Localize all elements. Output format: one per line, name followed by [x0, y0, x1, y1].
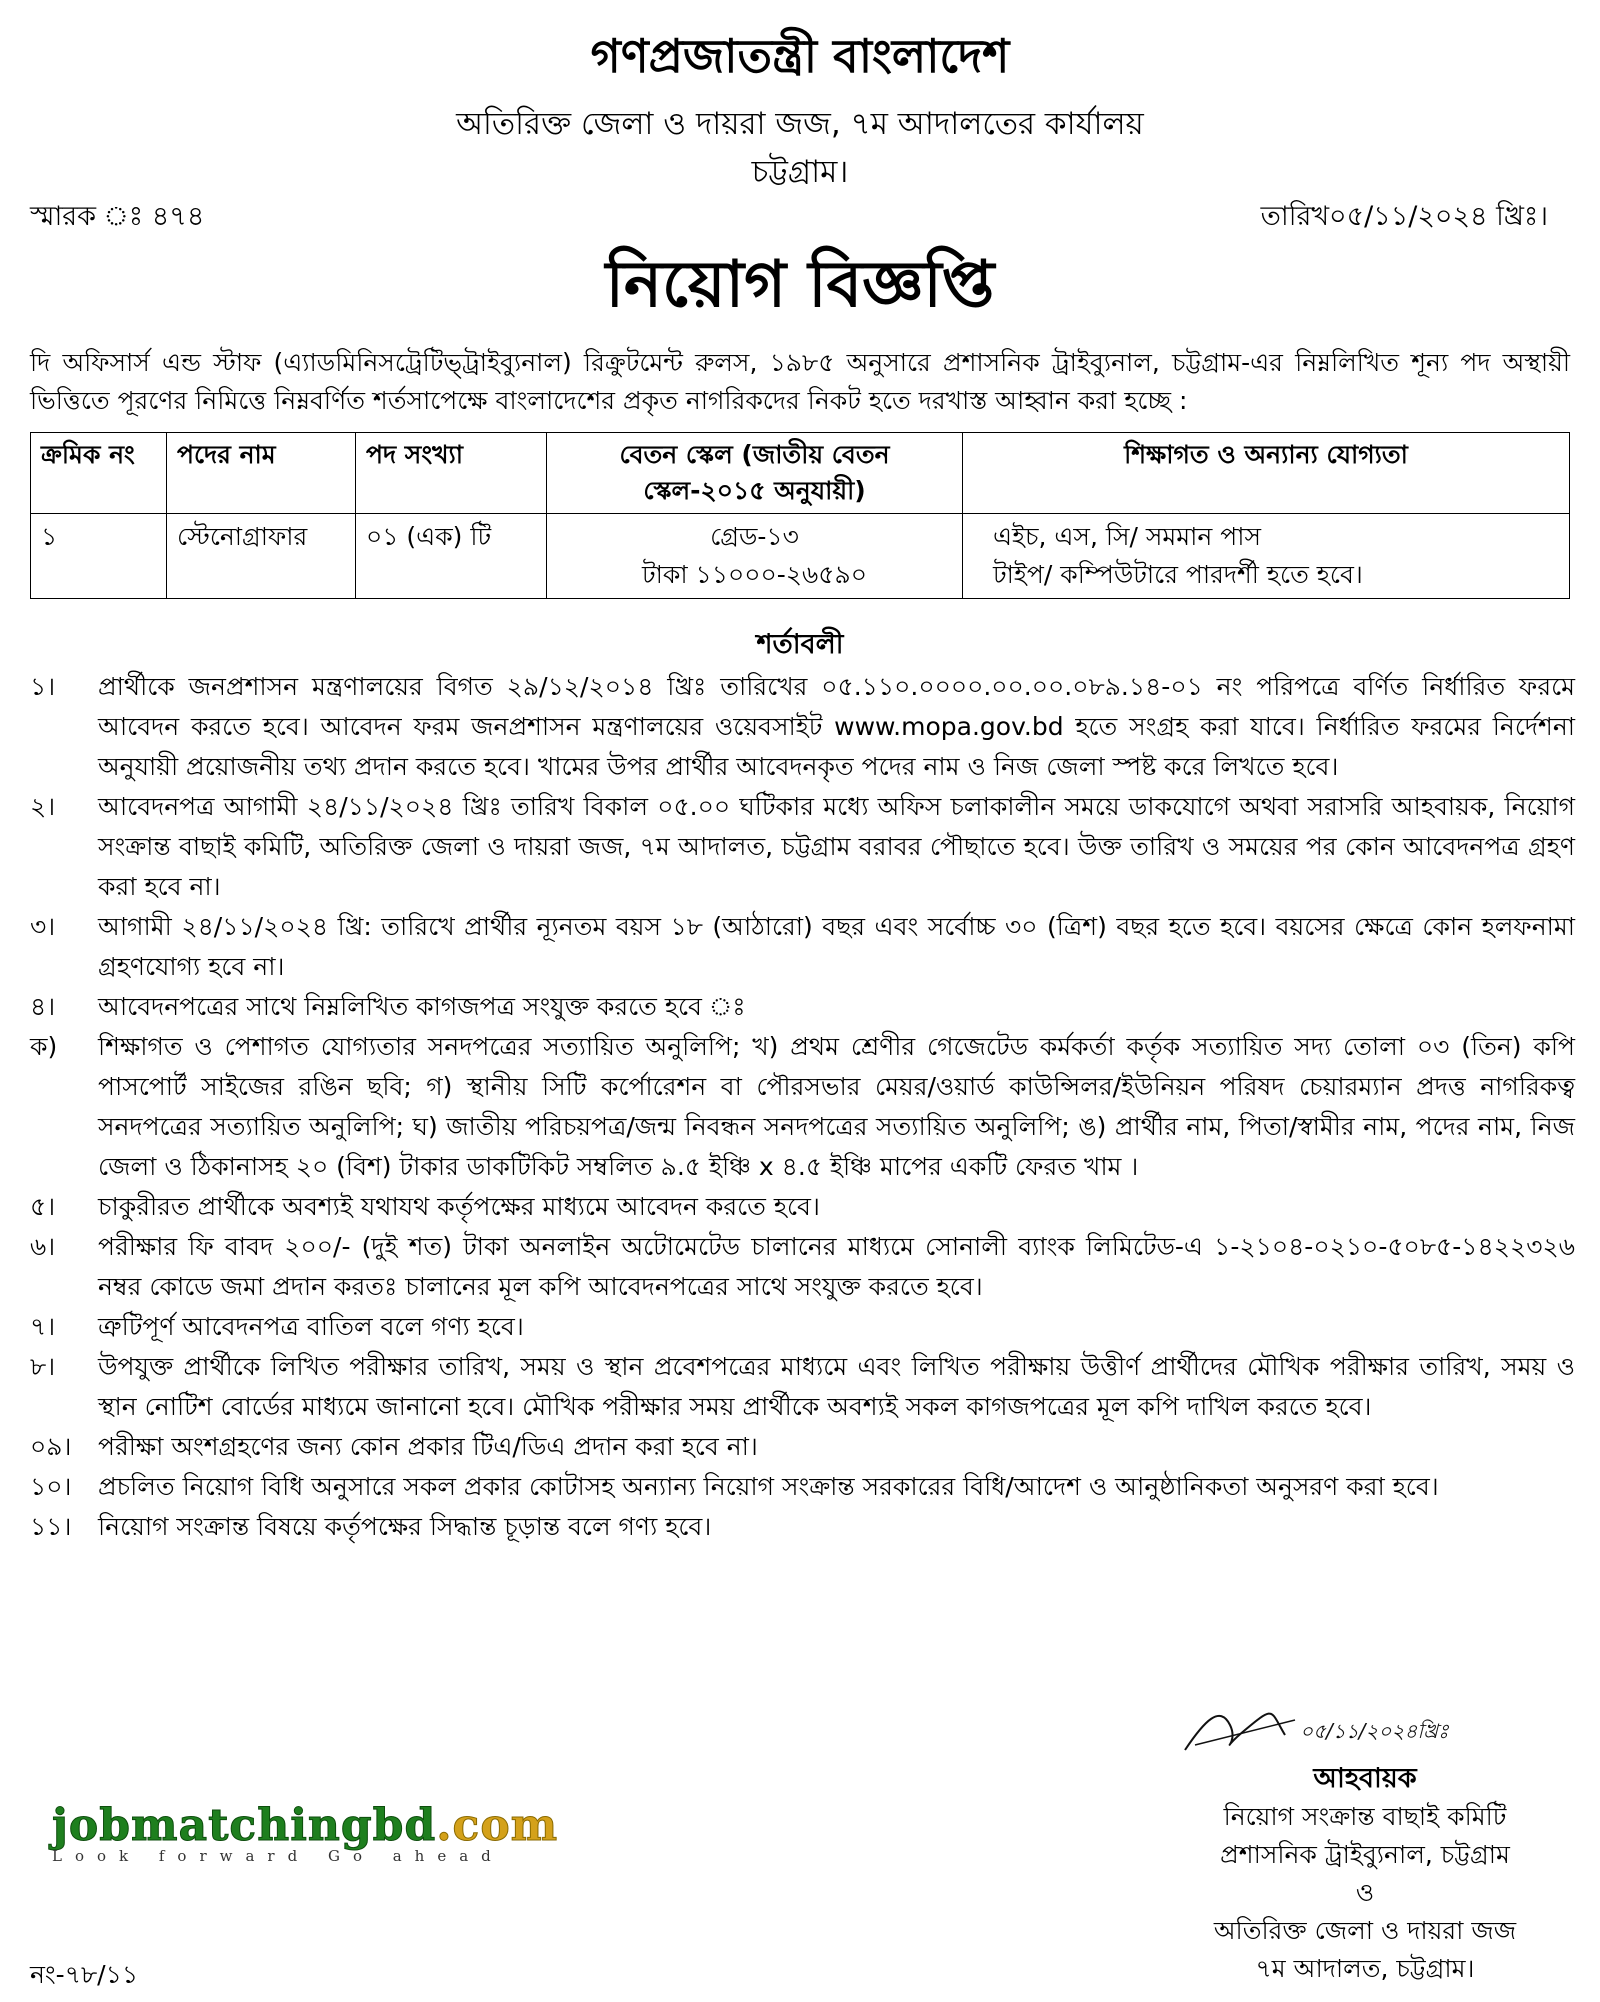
issuer-line-1: নিয়োগ সংক্রান্ত বাছাই কমিটি [1223, 1802, 1507, 1831]
col-post-header: পদের নাম [167, 433, 356, 514]
condition-text: প্রচলিত নিয়োগ বিধি অনুসারে সকল প্রকার কোটাসহ অন্যান্য নিয়োগ সংক্রান্ত সরকারের বিধি/আদেশ ও আনুষ্ঠানিকতা অনুসরণ করা হবে। [98, 1472, 1439, 1501]
cell-count: ০১ (এক) টি [356, 514, 547, 599]
country-title: গণপ্রজাতন্ত্রী বাংলাদেশ [590, 29, 1010, 83]
issuer-line-5: ৭ম আদালত, চট্টগ্রাম। [1255, 1954, 1475, 1983]
issuer-line-3: ও [1355, 1878, 1375, 1907]
condition-item [30, 1427, 1575, 1467]
condition-item [30, 1187, 1575, 1227]
watermark-brand-main: jobmatchingbd [52, 1800, 437, 1851]
notice-headline: নিয়োগ বিজ্ঞপ্তি [605, 248, 995, 322]
condition-item [30, 1507, 1575, 1547]
city-title: চট্টগ্রাম। [751, 154, 849, 190]
cell-qualification-1: এইচ, এস, সি/ সমমান পাস [993, 522, 1262, 551]
condition-text: চাকুরীরত প্রার্থীকে অবশ্যই যথাযথ কর্তৃপক্ষের মাধ্যমে আবেদন করতে হবে। [98, 1192, 820, 1221]
col-count-header: পদ সংখ্যা [356, 433, 547, 514]
watermark-brand [52, 1800, 572, 1851]
issuer-line-2: প্রশাসনিক ট্রাইব্যুনাল, চট্টগ্রাম [1220, 1840, 1510, 1869]
condition-text: শিক্ষাগত ও পেশাগত যোগ্যতার সনদপত্রের সত্যায়িত অনুলিপি; খ) প্রথম শ্রেণীর গেজেটেড কর্মকর্তা কর্তৃক সত্যায়িত সদ্য তোলা ০৩ (তিন) কপি পাসপোর্ট সাইজের রঙিন ছবি; গ) স্থানীয় সিটি কর্পোরেশন বা পৌরসভার মেয়র/ওয়ার্ড কাউন্সিলর/ইউনিয়ন পরিষদ চেয়ারম্যান প্রদত্ত নাগরিকত্ব সনদপত্রের সত্যায়িত অনুলিপি; ঘ) জাতীয় পরিচয়পত্র/জন্ম নিবন্ধন সনদপত্রের সত্যায়িত অনুলিপি; ঙ) প্রার্থীর নাম, পিতা/স্বামীর নাম, পদের নাম, নিজ জেলা ও ঠিকানাসহ ২০ (বিশ) টাকার ডাকটিকিট সম্বলিত ৯.৫ ইঞ্চি x ৪.৫ ইঞ্চি মাপের একটি ফেরত খাম । [98, 1032, 1575, 1181]
cell-grade: গ্রেড-১৩ [710, 522, 799, 551]
watermark-brand-tld: .com [436, 1800, 559, 1851]
cell-qualification [963, 514, 1570, 599]
condition-number: ৩। [30, 912, 56, 941]
condition-text: উপযুক্ত প্রার্থীকে লিখিত পরীক্ষার তারিখ, সময় ও স্থান প্রবেশপত্রের মাধ্যমে এবং লিখিত পরীক্ষায় উত্তীর্ণ প্রার্থীদের মৌখিক পরীক্ষার তারিখ, সময় ও স্থান নোটিশ বোর্ডের মাধ্যমে জানানো হবে। মৌখিক পরীক্ষার সময় প্রার্থীকে অবশ্যই সকল কাগজপত্রের মূল কপি দাখিল করতে হবে। [98, 1352, 1575, 1421]
cell-serial: ১ [31, 514, 167, 599]
condition-number: ১০। [30, 1472, 72, 1501]
conditions-title: শর্তাবলী [756, 629, 844, 660]
condition-number: ৮। [30, 1352, 56, 1381]
table-row [31, 514, 1570, 599]
col-qualification-header: শিক্ষাগত ও অন্যান্য যোগ্যতা [963, 433, 1570, 514]
condition-text: আবেদনপত্র আগামী ২৪/১১/২০২৪ খ্রিঃ তারিখ বিকাল ০৫.০০ ঘটিকার মধ্যে অফিস চলাকালীন সময়ে ডাকযোগে অথবা সরাসরি আহবায়ক, নিয়োগ সংক্রান্ত বাছাই কমিটি, অতিরিক্ত জেলা ও দায়রা জজ, ৭ম আদালত, চট্টগ্রাম বরাবর পৌছাতে হবে। উক্ত তারিখ ও সময়ের পর কোন আবেদনপত্র গ্রহণ করা হবে না। [98, 792, 1575, 901]
condition-text: ত্রুটিপূর্ণ আবেদনপত্র বাতিল বলে গণ্য হবে। [98, 1312, 524, 1341]
condition-text: আবেদনপত্রের সাথে নিম্নলিখিত কাগজপত্র সংযুক্ত করতে হবে ঃ [98, 992, 746, 1021]
condition-text: নিয়োগ সংক্রান্ত বিষয়ে কর্তৃপক্ষের সিদ্ধান্ত চূড়ান্ত বলে গণ্য হবে। [98, 1512, 712, 1541]
issuer-line-4: অতিরিক্ত জেলা ও দায়রা জজ [1213, 1916, 1517, 1945]
col-pay-header: বেতন স্কেল (জাতীয় বেতন স্কেল-২০১৫ অনুযায়ী) [547, 433, 963, 514]
conditions-list [30, 667, 1575, 1547]
condition-number: ১। [30, 672, 56, 701]
cell-pay-range: টাকা ১১০০০-২৬৫৯০ [642, 560, 867, 589]
cell-post: স্টেনোগ্রাফার [167, 514, 356, 599]
intro-paragraph: দি অফিসার্স এন্ড স্টাফ (এ্যাডমিনিসট্রেটিভ্ট্রাইব্যুনাল) রিক্রুটমেন্ট রুলস, ১৯৮৫ অনুসারে প্রশাসনিক ট্রাইব্যুনাল, চট্টগ্রাম-এর নিম্নলিখিত শূন্য পদ অস্থায়ী ভিত্তিতে পূরণের নিমিত্তে নিম্নবর্ণিত শর্তসাপেক্ষে বাংলাদেশের প্রকৃত নাগরিকদের নিকট হতে দরখাস্ত আহ্বান করা হচ্ছে : [30, 348, 1570, 415]
posts-table [30, 432, 1570, 599]
condition-number: ৭। [30, 1312, 56, 1341]
condition-number: ৫। [30, 1192, 56, 1221]
col-serial-header: ক্রমিক নং [31, 433, 167, 514]
table-header-row [31, 433, 1570, 514]
condition-number: ক) [30, 1032, 58, 1061]
condition-item [30, 1027, 1575, 1187]
condition-text: পরীক্ষার ফি বাবদ ২০০/- (দুই শত) টাকা অনলাইন অটোমেটেড চালানের মাধ্যমে সোনালী ব্যাংক লিমিটেড-এ ১-২১০৪-০২১০-৫০৮৫-১৪২২৩২৬ নম্বর কোডে জমা প্রদান করতঃ চালানের মূল কপি আবেদনপত্রের সাথে সংযুক্ত করতে হবে। [98, 1232, 1575, 1301]
condition-item [30, 1307, 1575, 1347]
memo-number: স্মারক ঃ ৪৭৪ [30, 201, 205, 232]
condition-item [30, 787, 1575, 907]
condition-number: ২। [30, 792, 56, 821]
condition-number: ৬। [30, 1232, 56, 1261]
condition-item [30, 667, 1575, 787]
watermark-tagline: Look forward Go ahead [52, 1847, 504, 1865]
condition-item [30, 987, 1575, 1027]
condition-item [30, 1227, 1575, 1307]
condition-item [30, 907, 1575, 987]
issuer-role: আহবায়ক [1313, 1763, 1417, 1794]
reference-number: নং-৭৮/১১ [30, 1960, 139, 1989]
office-title: অতিরিক্ত জেলা ও দায়রা জজ, ৭ম আদালতের কার্যালয় [456, 106, 1144, 142]
condition-item [30, 1347, 1575, 1427]
cell-pay [547, 514, 963, 599]
condition-text: পরীক্ষা অংশগ্রহণের জন্য কোন প্রকার টিএ/ডিএ প্রদান করা হবে না। [98, 1432, 758, 1461]
condition-text: আগামী ২৪/১১/২০২৪ খ্রি: তারিখে প্রার্থীর ন্যূনতম বয়স ১৮ (আঠারো) বছর এবং সর্বোচ্চ ৩০ (ত্রিশ) বছর হতে হবে। বয়সের ক্ষেত্রে কোন হলফনামা গ্রহণযোগ্য হবে না। [98, 912, 1575, 981]
condition-text: প্রার্থীকে জনপ্রশাসন মন্ত্রণালয়ের বিগত ২৯/১২/২০১৪ খ্রিঃ তারিখের ০৫.১১০.০০০০.০০.০০.০৮৯.১৪-০১ নং পরিপত্রে বর্ণিত নির্ধারিত ফরমে আবেদন করতে হবে। আবেদন ফরম জনপ্রশাসন মন্ত্রণালয়ের ওয়েবসাইট www.mopa.gov.bd হতে সংগ্রহ করা যাবে। নির্ধারিত ফরমের নির্দেশনা অনুযায়ী প্রয়োজনীয় তথ্য প্রদান করতে হবে। খামের উপর প্রার্থীর আবেদনকৃত পদের নাম ও নিজ জেলা স্পষ্ট করে লিখতে হবে। [98, 672, 1575, 781]
issuer-block [1170, 1760, 1560, 1988]
condition-number: ৪। [30, 992, 56, 1021]
condition-number: ০৯। [30, 1432, 72, 1461]
signature-date: ০৫/১১/২০২৪খ্রিঃ [1300, 1719, 1449, 1743]
handwritten-signature [1175, 1700, 1555, 1760]
condition-number: ১১। [30, 1512, 72, 1541]
notice-date: তারিখ০৫/১১/২০২৪ খ্রিঃ। [1260, 201, 1548, 232]
condition-item [30, 1467, 1575, 1507]
site-watermark-logo [52, 1800, 572, 1865]
cell-qualification-2: টাইপ/ কম্পিউটারে পারদর্শী হতে হবে। [993, 560, 1363, 589]
